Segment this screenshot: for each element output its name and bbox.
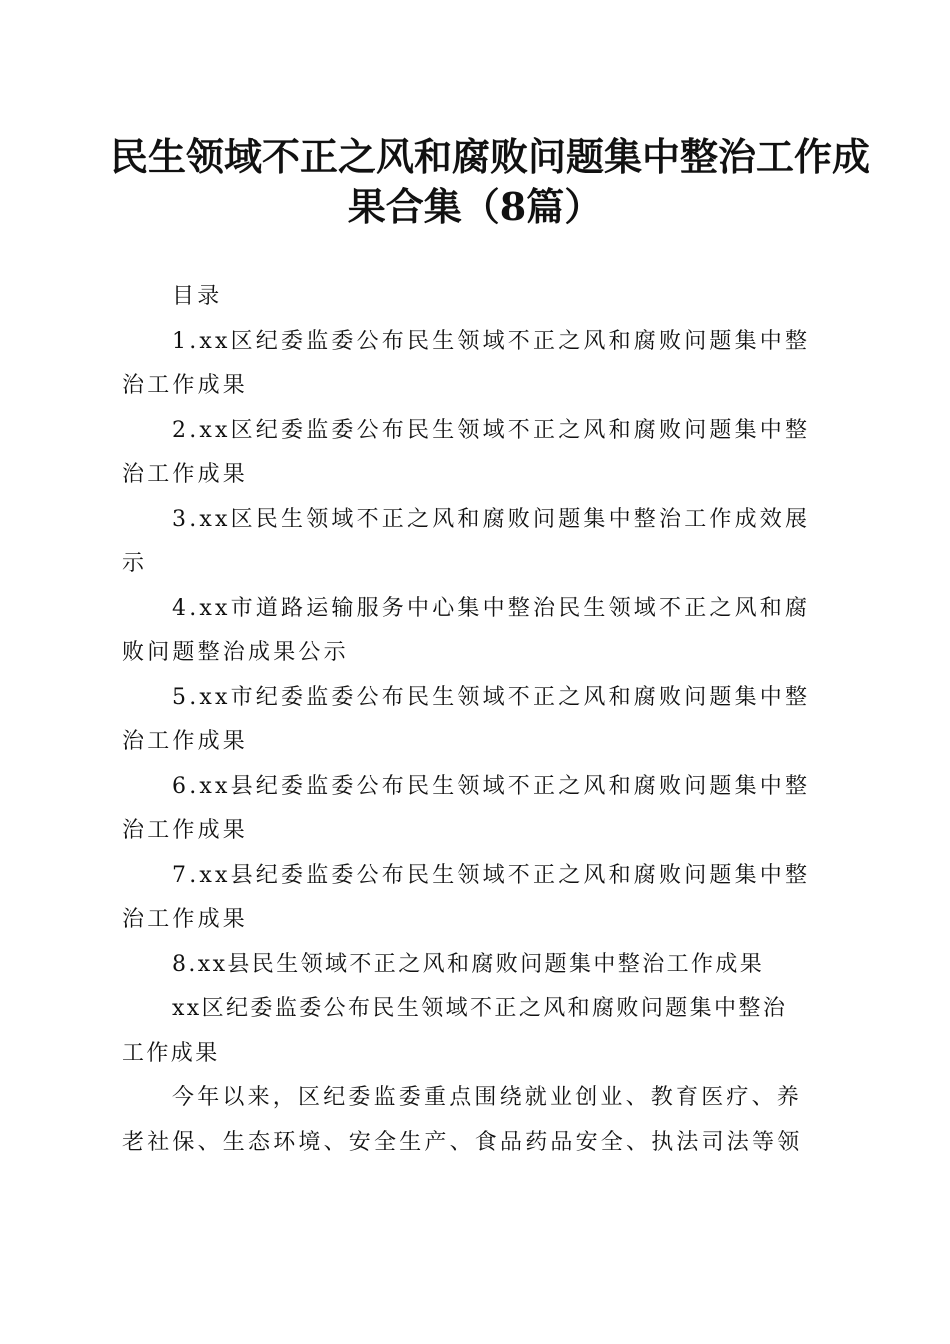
toc-item-5 [122, 676, 824, 765]
toc-item-4-line-1: 4.xx市道路运输服务中心集中整治民生领域不正之风和腐 [172, 595, 811, 621]
section-title [122, 987, 824, 1076]
toc-item-4 [122, 587, 824, 676]
toc-item-3-line-2: 示 [122, 551, 148, 576]
toc-item-3-line-1: 3.xx区民生领域不正之风和腐败问题集中整治工作成效展 [172, 506, 811, 532]
title-line-1: 民生领域不正之风和腐败问题集中整治工作成 [110, 134, 871, 179]
toc-item-2 [122, 409, 824, 498]
toc-item-6 [122, 765, 824, 854]
toc-item-1-line-2: 治工作成果 [122, 373, 249, 398]
toc-item-2-line-2: 治工作成果 [122, 462, 249, 487]
body-paragraph [122, 1076, 824, 1165]
toc-item-4-line-2: 败问题整治成果公示 [122, 640, 349, 665]
toc-item-1 [122, 320, 824, 409]
toc-item-1-line-1: 1.xx区纪委监委公布民生领域不正之风和腐败问题集中整 [172, 328, 811, 354]
section-title-line-1: xx区纪委监委公布民生领域不正之风和腐败问题集中整治 [172, 996, 788, 1021]
body-line-1: 今年以来，区纪委监委重点围绕就业创业、教育医疗、养 [172, 1085, 803, 1110]
body-line-2: 老社保、生态环境、安全生产、食品药品安全、执法司法等领 [122, 1129, 803, 1155]
toc-item-6-line-2: 治工作成果 [122, 818, 249, 843]
toc-item-8-line-1: 8.xx县民生领域不正之风和腐败问题集中整治工作成果 [172, 951, 765, 977]
section-title-line-2: 工作成果 [122, 1040, 220, 1066]
document-title [110, 132, 871, 232]
toc-item-7-line-1: 7.xx县纪委监委公布民生领域不正之风和腐败问题集中整 [172, 862, 811, 888]
title-line-2: 果合集（8篇） [347, 184, 603, 229]
toc-item-3 [122, 498, 824, 587]
toc-item-7-line-2: 治工作成果 [122, 907, 249, 932]
toc-item-2-line-1: 2.xx区纪委监委公布民生领域不正之风和腐败问题集中整 [172, 417, 811, 443]
toc-heading: 目录 [172, 284, 223, 309]
toc-item-7 [122, 854, 824, 943]
toc-item-6-line-1: 6.xx县纪委监委公布民生领域不正之风和腐败问题集中整 [172, 773, 811, 799]
toc-item-8 [122, 943, 824, 988]
toc-item-5-line-1: 5.xx市纪委监委公布民生领域不正之风和腐败问题集中整 [172, 684, 811, 710]
document-body [122, 275, 824, 1165]
toc-item-5-line-2: 治工作成果 [122, 729, 249, 754]
